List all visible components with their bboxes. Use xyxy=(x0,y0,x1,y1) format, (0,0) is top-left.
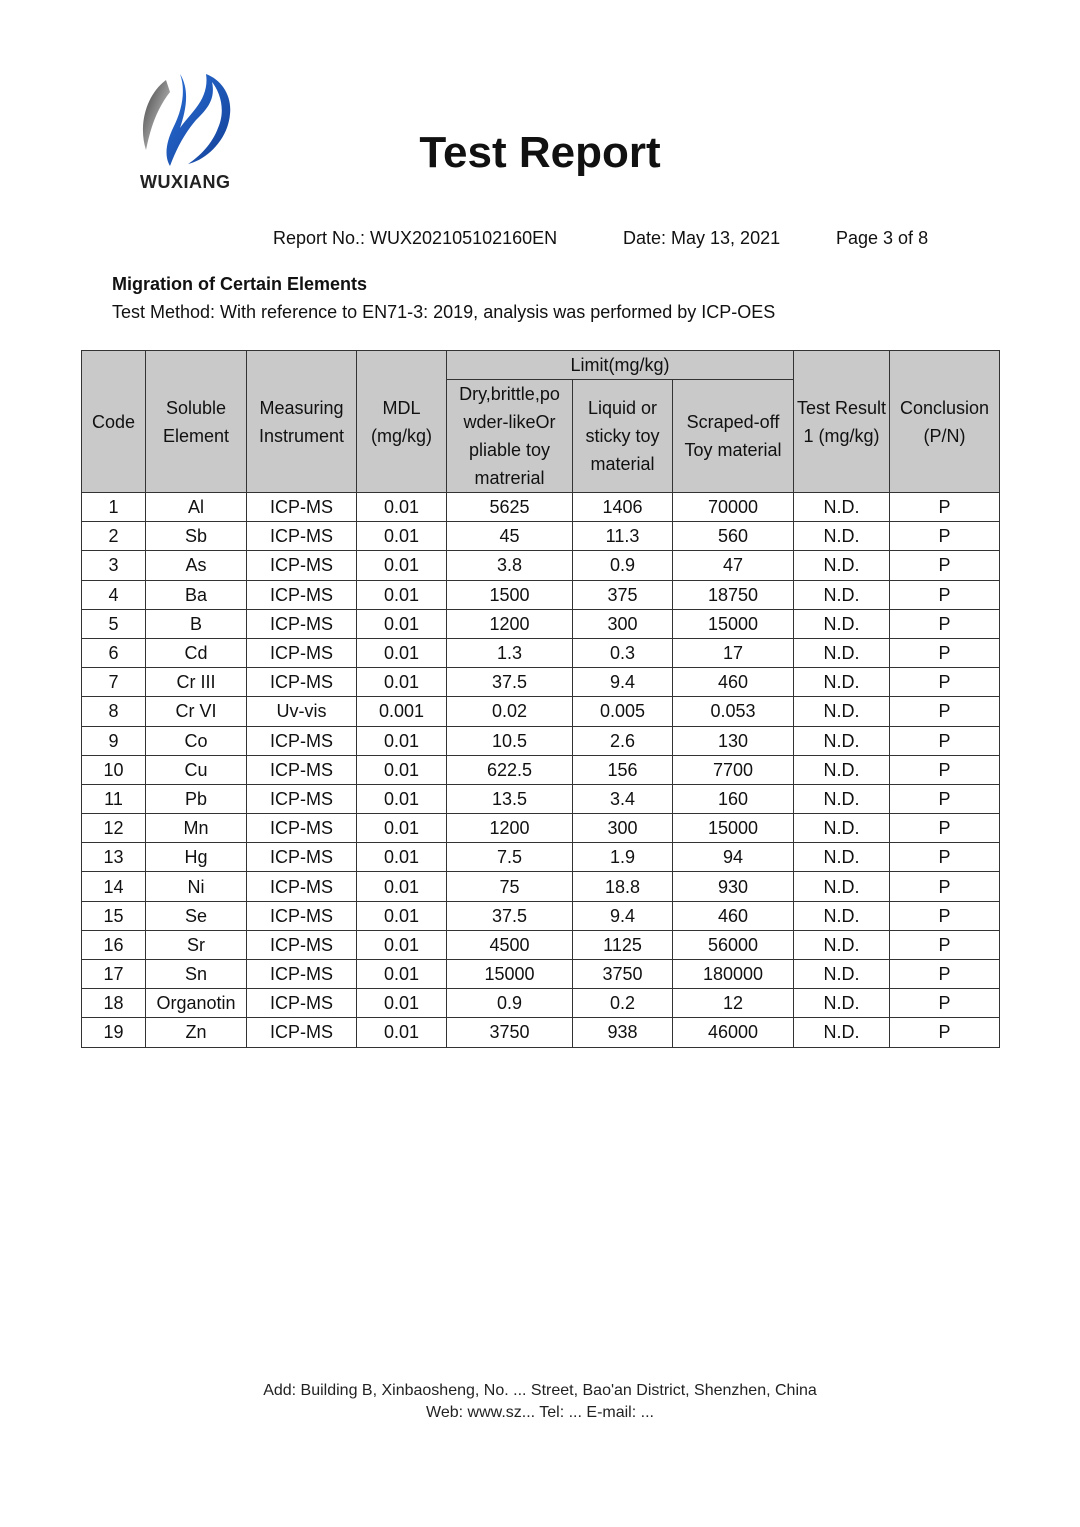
conclusion-cell: P xyxy=(890,638,1000,667)
element-cell: Cr III xyxy=(146,668,247,697)
limit-scraped-cell: 15000 xyxy=(673,609,794,638)
table-row xyxy=(82,522,1000,551)
limit-scraped-cell: 460 xyxy=(673,668,794,697)
result-cell: N.D. xyxy=(794,784,890,813)
limit-scraped-cell: 56000 xyxy=(673,930,794,959)
limit-dry-cell: 37.5 xyxy=(447,668,573,697)
header-conclusion: Conclusion (P/N) xyxy=(890,351,1000,493)
limit-dry-cell: 3750 xyxy=(447,1018,573,1047)
conclusion-cell: P xyxy=(890,522,1000,551)
mdl-cell: 0.01 xyxy=(357,609,447,638)
table-row xyxy=(82,843,1000,872)
limit-liquid-cell: 300 xyxy=(573,609,673,638)
result-cell: N.D. xyxy=(794,843,890,872)
table-row xyxy=(82,901,1000,930)
header-limit-scraped: Scraped-off Toy material xyxy=(673,380,794,493)
limit-dry-cell: 5625 xyxy=(447,493,573,522)
element-cell: Zn xyxy=(146,1018,247,1047)
instrument-cell: ICP-MS xyxy=(247,755,357,784)
element-cell: Se xyxy=(146,901,247,930)
mdl-cell: 0.01 xyxy=(357,668,447,697)
instrument-cell: ICP-MS xyxy=(247,522,357,551)
table-row xyxy=(82,697,1000,726)
result-cell: N.D. xyxy=(794,522,890,551)
limit-scraped-cell: 12 xyxy=(673,989,794,1018)
instrument-cell: ICP-MS xyxy=(247,638,357,667)
limit-dry-cell: 1200 xyxy=(447,609,573,638)
conclusion-cell: P xyxy=(890,1018,1000,1047)
result-cell: N.D. xyxy=(794,814,890,843)
code-cell: 16 xyxy=(82,930,146,959)
element-cell: Sn xyxy=(146,960,247,989)
code-cell: 4 xyxy=(82,580,146,609)
results-table xyxy=(81,350,1000,1048)
instrument-cell: ICP-MS xyxy=(247,726,357,755)
limit-scraped-cell: 18750 xyxy=(673,580,794,609)
limit-scraped-cell: 0.053 xyxy=(673,697,794,726)
conclusion-cell: P xyxy=(890,901,1000,930)
header-soluble-element: Soluble Element xyxy=(146,351,247,493)
footer-address: Add: Building B, Xinbaosheng, No. ... Street, Bao'an District, Shenzhen, China xyxy=(263,1382,817,1399)
header-test-result: Test Result 1 (mg/kg) xyxy=(794,351,890,493)
table-row xyxy=(82,872,1000,901)
code-cell: 7 xyxy=(82,668,146,697)
report-number: Report No.: WUX202105102160EN xyxy=(273,228,558,248)
code-cell: 5 xyxy=(82,609,146,638)
limit-liquid-cell: 3.4 xyxy=(573,784,673,813)
limit-scraped-cell: 94 xyxy=(673,843,794,872)
instrument-cell: ICP-MS xyxy=(247,609,357,638)
element-cell: B xyxy=(146,609,247,638)
element-cell: Al xyxy=(146,493,247,522)
limit-dry-cell: 1200 xyxy=(447,814,573,843)
code-cell: 11 xyxy=(82,784,146,813)
header-limit-dry: Dry,brittle,po wder-likeOr pliable toy matrerial xyxy=(447,380,573,493)
conclusion-cell: P xyxy=(890,609,1000,638)
code-cell: 10 xyxy=(82,755,146,784)
limit-liquid-cell: 3750 xyxy=(573,960,673,989)
limit-scraped-cell: 130 xyxy=(673,726,794,755)
element-cell: Cr VI xyxy=(146,697,247,726)
limit-liquid-cell: 11.3 xyxy=(573,522,673,551)
code-cell: 12 xyxy=(82,814,146,843)
element-cell: Sr xyxy=(146,930,247,959)
conclusion-cell: P xyxy=(890,551,1000,580)
limit-liquid-cell: 0.3 xyxy=(573,638,673,667)
limit-liquid-cell: 375 xyxy=(573,580,673,609)
code-cell: 9 xyxy=(82,726,146,755)
report-date: Date: May 13, 2021 xyxy=(623,228,781,248)
instrument-cell: ICP-MS xyxy=(247,814,357,843)
header-limit-liquid: Liquid or sticky toy material xyxy=(573,380,673,493)
result-cell: N.D. xyxy=(794,609,890,638)
limit-dry-cell: 15000 xyxy=(447,960,573,989)
result-cell: N.D. xyxy=(794,960,890,989)
element-cell: Organotin xyxy=(146,989,247,1018)
mdl-cell: 0.01 xyxy=(357,843,447,872)
limit-liquid-cell: 1125 xyxy=(573,930,673,959)
page-title: Test Report xyxy=(419,128,661,177)
conclusion-cell: P xyxy=(890,668,1000,697)
limit-dry-cell: 45 xyxy=(447,522,573,551)
code-cell: 6 xyxy=(82,638,146,667)
limit-scraped-cell: 160 xyxy=(673,784,794,813)
result-cell: N.D. xyxy=(794,930,890,959)
table-row xyxy=(82,930,1000,959)
limit-scraped-cell: 460 xyxy=(673,901,794,930)
instrument-cell: ICP-MS xyxy=(247,668,357,697)
mdl-cell: 0.01 xyxy=(357,960,447,989)
result-cell: N.D. xyxy=(794,580,890,609)
limit-liquid-cell: 300 xyxy=(573,814,673,843)
limit-dry-cell: 37.5 xyxy=(447,901,573,930)
instrument-cell: ICP-MS xyxy=(247,784,357,813)
result-cell: N.D. xyxy=(794,726,890,755)
limit-liquid-cell: 0.9 xyxy=(573,551,673,580)
test-method: Test Method: With reference to EN71-3: 2019, analysis was performed by ICP-OES xyxy=(112,302,776,322)
code-cell: 2 xyxy=(82,522,146,551)
limit-scraped-cell: 560 xyxy=(673,522,794,551)
result-cell: N.D. xyxy=(794,872,890,901)
element-cell: Co xyxy=(146,726,247,755)
limit-dry-cell: 1.3 xyxy=(447,638,573,667)
table-row xyxy=(82,814,1000,843)
limit-liquid-cell: 0.2 xyxy=(573,989,673,1018)
code-cell: 1 xyxy=(82,493,146,522)
header-code: Code xyxy=(82,351,146,493)
limit-dry-cell: 0.02 xyxy=(447,697,573,726)
code-cell: 13 xyxy=(82,843,146,872)
table-row xyxy=(82,960,1000,989)
code-cell: 15 xyxy=(82,901,146,930)
limit-liquid-cell: 2.6 xyxy=(573,726,673,755)
limit-dry-cell: 7.5 xyxy=(447,843,573,872)
limit-scraped-cell: 180000 xyxy=(673,960,794,989)
element-cell: Hg xyxy=(146,843,247,872)
result-cell: N.D. xyxy=(794,755,890,784)
conclusion-cell: P xyxy=(890,726,1000,755)
instrument-cell: ICP-MS xyxy=(247,989,357,1018)
conclusion-cell: P xyxy=(890,872,1000,901)
conclusion-cell: P xyxy=(890,814,1000,843)
table-row xyxy=(82,638,1000,667)
table-row xyxy=(82,755,1000,784)
mdl-cell: 0.01 xyxy=(357,726,447,755)
header-mdl: MDL (mg/kg) xyxy=(357,351,447,493)
result-cell: N.D. xyxy=(794,1018,890,1047)
table-row xyxy=(82,784,1000,813)
result-cell: N.D. xyxy=(794,668,890,697)
limit-dry-cell: 622.5 xyxy=(447,755,573,784)
mdl-cell: 0.001 xyxy=(357,697,447,726)
limit-dry-cell: 10.5 xyxy=(447,726,573,755)
mdl-cell: 0.01 xyxy=(357,522,447,551)
instrument-cell: ICP-MS xyxy=(247,901,357,930)
instrument-cell: ICP-MS xyxy=(247,960,357,989)
mdl-cell: 0.01 xyxy=(357,814,447,843)
element-cell: Cd xyxy=(146,638,247,667)
table-row xyxy=(82,493,1000,522)
limit-dry-cell: 13.5 xyxy=(447,784,573,813)
limit-dry-cell: 4500 xyxy=(447,930,573,959)
element-cell: Mn xyxy=(146,814,247,843)
result-cell: N.D. xyxy=(794,493,890,522)
conclusion-cell: P xyxy=(890,784,1000,813)
limit-scraped-cell: 70000 xyxy=(673,493,794,522)
element-cell: Pb xyxy=(146,784,247,813)
limit-liquid-cell: 0.005 xyxy=(573,697,673,726)
limit-liquid-cell: 156 xyxy=(573,755,673,784)
conclusion-cell: P xyxy=(890,493,1000,522)
code-cell: 14 xyxy=(82,872,146,901)
header-measuring-instrument: Measuring Instrument xyxy=(247,351,357,493)
mdl-cell: 0.01 xyxy=(357,901,447,930)
conclusion-cell: P xyxy=(890,930,1000,959)
limit-liquid-cell: 938 xyxy=(573,1018,673,1047)
limit-dry-cell: 75 xyxy=(447,872,573,901)
limit-liquid-cell: 18.8 xyxy=(573,872,673,901)
instrument-cell: ICP-MS xyxy=(247,551,357,580)
results-table-body xyxy=(82,493,1000,1048)
instrument-cell: ICP-MS xyxy=(247,1018,357,1047)
instrument-cell: ICP-MS xyxy=(247,493,357,522)
table-row xyxy=(82,580,1000,609)
element-cell: Ni xyxy=(146,872,247,901)
section-title: Migration of Certain Elements xyxy=(112,274,368,294)
mdl-cell: 0.01 xyxy=(357,638,447,667)
element-cell: Sb xyxy=(146,522,247,551)
limit-dry-cell: 0.9 xyxy=(447,989,573,1018)
mdl-cell: 0.01 xyxy=(357,551,447,580)
table-row xyxy=(82,726,1000,755)
limit-liquid-cell: 9.4 xyxy=(573,901,673,930)
conclusion-cell: P xyxy=(890,697,1000,726)
code-cell: 18 xyxy=(82,989,146,1018)
mdl-cell: 0.01 xyxy=(357,989,447,1018)
table-row xyxy=(82,609,1000,638)
code-cell: 19 xyxy=(82,1018,146,1047)
limit-dry-cell: 1500 xyxy=(447,580,573,609)
result-cell: N.D. xyxy=(794,697,890,726)
conclusion-cell: P xyxy=(890,580,1000,609)
header-limit-group: Limit(mg/kg) xyxy=(447,351,794,380)
result-cell: N.D. xyxy=(794,638,890,667)
result-cell: N.D. xyxy=(794,551,890,580)
conclusion-cell: P xyxy=(890,989,1000,1018)
table-row xyxy=(82,989,1000,1018)
table-row xyxy=(82,668,1000,697)
code-cell: 3 xyxy=(82,551,146,580)
conclusion-cell: P xyxy=(890,960,1000,989)
limit-scraped-cell: 7700 xyxy=(673,755,794,784)
instrument-cell: ICP-MS xyxy=(247,872,357,901)
mdl-cell: 0.01 xyxy=(357,872,447,901)
table-row xyxy=(82,1018,1000,1047)
result-cell: N.D. xyxy=(794,989,890,1018)
mdl-cell: 0.01 xyxy=(357,1018,447,1047)
limit-liquid-cell: 1.9 xyxy=(573,843,673,872)
limit-scraped-cell: 46000 xyxy=(673,1018,794,1047)
code-cell: 17 xyxy=(82,960,146,989)
limit-liquid-cell: 1406 xyxy=(573,493,673,522)
code-cell: 8 xyxy=(82,697,146,726)
instrument-cell: ICP-MS xyxy=(247,843,357,872)
conclusion-cell: P xyxy=(890,755,1000,784)
instrument-cell: ICP-MS xyxy=(247,580,357,609)
limit-scraped-cell: 15000 xyxy=(673,814,794,843)
instrument-cell: ICP-MS xyxy=(247,930,357,959)
limit-liquid-cell: 9.4 xyxy=(573,668,673,697)
element-cell: Cu xyxy=(146,755,247,784)
conclusion-cell: P xyxy=(890,843,1000,872)
element-cell: As xyxy=(146,551,247,580)
limit-scraped-cell: 930 xyxy=(673,872,794,901)
result-cell: N.D. xyxy=(794,901,890,930)
logo-wordmark: WUXIANG xyxy=(140,172,231,192)
mdl-cell: 0.01 xyxy=(357,784,447,813)
page-number: Page 3 of 8 xyxy=(836,228,929,248)
mdl-cell: 0.01 xyxy=(357,493,447,522)
element-cell: Ba xyxy=(146,580,247,609)
footer-contact: Web: www.sz... Tel: ... E-mail: ... xyxy=(426,1404,654,1421)
mdl-cell: 0.01 xyxy=(357,580,447,609)
limit-dry-cell: 3.8 xyxy=(447,551,573,580)
limit-scraped-cell: 17 xyxy=(673,638,794,667)
table-row xyxy=(82,551,1000,580)
mdl-cell: 0.01 xyxy=(357,755,447,784)
limit-scraped-cell: 47 xyxy=(673,551,794,580)
instrument-cell: Uv-vis xyxy=(247,697,357,726)
mdl-cell: 0.01 xyxy=(357,930,447,959)
